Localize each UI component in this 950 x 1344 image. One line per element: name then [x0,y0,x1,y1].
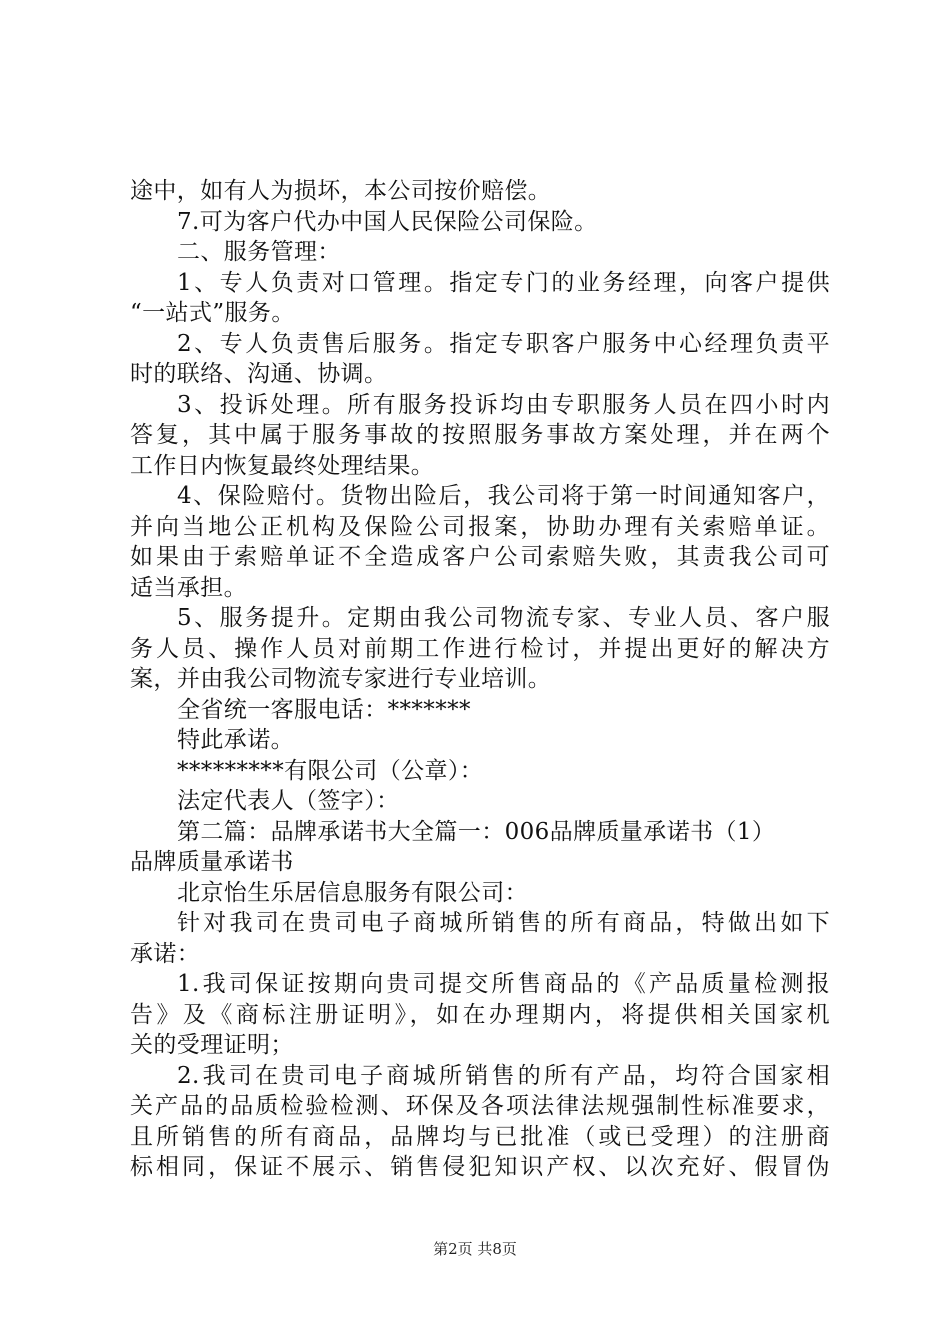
text-line: 北京怡生乐居信息服务有限公司： [177,879,528,906]
text-line: 5、服务提升。定期由我公司物流专家、专业人员、客户服 [177,605,830,631]
text-line: *********有限公司（公章）： [177,757,484,784]
text-line: 务人员、操作人员对前期工作进行检讨，并提出更好的解决方 [130,635,830,662]
text-line: 承诺： [130,940,201,967]
text-line: 第二篇：品牌承诺书大全篇一：006品牌质量承诺书（1） [177,818,776,845]
text-line: “一站式”服务。 [130,300,295,326]
text-line: 答复，其中属于服务事故的按照服务事故方案处理，并在两个 [130,422,830,448]
text-line: 工作日内恢复最终处理结果。 [130,452,435,479]
text-line: 法定代表人（签字）： [177,788,400,814]
page-number-label: 第2页 共8页 [433,1240,517,1258]
text-line: 7.可为客户代办中国人民保险公司保险。 [177,208,598,235]
text-line: 如果由于索赔单证不全造成客户公司索赔失败，其责我公司可 [130,544,830,570]
text-line: 并向当地公正机构及保险公司报案，协助办理有关索赔单证。 [130,513,830,540]
text-line: 且所销售的所有商品，品牌均与已批准（或已受理）的注册商 [130,1123,830,1150]
text-line: 适当承担。 [130,574,247,601]
text-line: 特此承诺。 [177,727,294,753]
text-line: 途中，如有人为损坏，本公司按价赔偿。 [130,178,552,204]
text-line: 2、专人负责售后服务。指定专职客户服务中心经理负责平 [177,330,830,357]
text-line: 关的受理证明； [130,1032,294,1058]
page-footer [0,1238,950,1259]
document-body [130,176,830,1183]
text-line: 告》及《商标注册证明》，如在办理期内，将提供相关国家机 [130,1001,830,1028]
text-line: 时的联络、沟通、协调。 [130,361,388,387]
text-line: 2.我司在贵司电子商城所销售的所有产品，均符合国家相 [177,1062,830,1089]
text-line: 1.我司保证按期向贵司提交所售商品的《产品质量检测报 [177,971,830,997]
text-line: 针对我司在贵司电子商城所销售的所有商品，特做出如下 [177,910,830,936]
text-line: 1、专人负责对口管理。指定专门的业务经理，向客户提供 [177,269,830,296]
text-line: 二、服务管理： [177,239,341,265]
text-line: 全省统一客服电话：******* [177,696,471,723]
text-line: 案，并由我公司物流专家进行专业培训。 [130,666,552,692]
text-line: 标相同，保证不展示、销售侵犯知识产权、以次充好、假冒伪 [130,1154,830,1180]
text-line: 3、投诉处理。所有服务投诉均由专职服务人员在四小时内 [177,391,830,418]
text-line: 关产品的品质检验检测、环保及各项法律法规强制性标准要求， [130,1093,830,1119]
text-line: 品牌质量承诺书 [130,849,294,875]
text-line: 4、保险赔付。货物出险后，我公司将于第一时间通知客户， [177,483,830,509]
